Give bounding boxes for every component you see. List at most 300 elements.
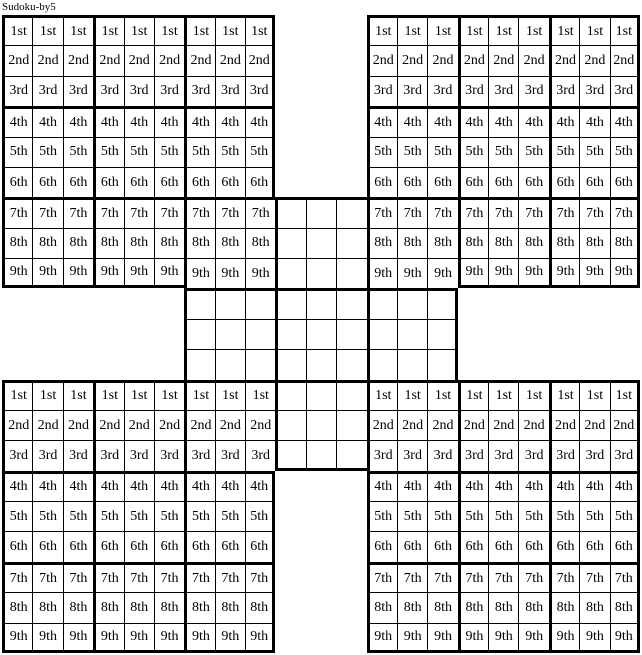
sudoku-cell: 7th <box>579 197 609 227</box>
sudoku-cell: 3rd <box>579 76 609 106</box>
sudoku-cell: 9th <box>154 258 184 288</box>
sudoku-cell: 2nd <box>579 410 609 440</box>
sudoku-cell <box>306 319 336 349</box>
sudoku-cell: 7th <box>124 197 154 227</box>
sudoku-cell: 2nd <box>63 410 93 440</box>
sudoku-cell: 6th <box>32 531 62 561</box>
sudoku-cell: 6th <box>124 531 154 561</box>
sudoku-cell: 3rd <box>427 440 457 470</box>
sudoku-cell: 2nd <box>488 45 518 75</box>
sudoku-cell: 5th <box>215 137 245 167</box>
sudoku-cell: 9th <box>518 623 548 653</box>
sudoku-cell: 9th <box>215 258 245 288</box>
sudoku-cell <box>184 349 214 379</box>
sudoku-cell: 5th <box>397 501 427 531</box>
sudoku-cell: 2nd <box>63 45 93 75</box>
sudoku-cell <box>427 288 457 318</box>
sudoku-cell: 8th <box>610 592 640 622</box>
sudoku-cell: 6th <box>245 167 275 197</box>
sudoku-cell: 7th <box>549 197 579 227</box>
sudoku-cell: 1st <box>458 15 488 45</box>
sudoku-cell: 7th <box>427 197 457 227</box>
sudoku-cell: 6th <box>427 167 457 197</box>
sudoku-cell: 1st <box>488 380 518 410</box>
sudoku-cell: 3rd <box>488 76 518 106</box>
sudoku-cell: 2nd <box>397 45 427 75</box>
sudoku-cell: 2nd <box>184 45 214 75</box>
sudoku-cell: 6th <box>154 167 184 197</box>
sudoku-cell: 6th <box>458 167 488 197</box>
sudoku-cell: 4th <box>245 106 275 136</box>
sudoku-cell: 3rd <box>488 440 518 470</box>
sudoku-cell: 1st <box>215 380 245 410</box>
sudoku-cell: 7th <box>245 562 275 592</box>
sudoku-cell: 6th <box>154 531 184 561</box>
sudoku-cell: 4th <box>63 471 93 501</box>
sudoku-cell <box>336 319 366 349</box>
sudoku-cell: 2nd <box>518 410 548 440</box>
sudoku-cell: 2nd <box>124 45 154 75</box>
sudoku-cell: 8th <box>124 228 154 258</box>
sudoku-cell: 3rd <box>63 440 93 470</box>
sudoku-cell: 8th <box>610 228 640 258</box>
sudoku-cell: 5th <box>215 501 245 531</box>
sudoku-cell: 4th <box>32 106 62 136</box>
sudoku-cell: 8th <box>579 228 609 258</box>
sudoku-cell: 6th <box>215 531 245 561</box>
sudoku-cell: 8th <box>367 592 397 622</box>
sudoku-cell: 9th <box>610 258 640 288</box>
sudoku-cell <box>306 440 336 470</box>
sudoku-cell: 6th <box>579 167 609 197</box>
sudoku-cell: 9th <box>579 623 609 653</box>
sudoku-cell: 3rd <box>154 440 184 470</box>
sudoku-cell: 8th <box>518 228 548 258</box>
sudoku-cell: 5th <box>579 501 609 531</box>
sudoku-cell: 9th <box>63 258 93 288</box>
sudoku-cell: 7th <box>610 562 640 592</box>
sudoku-cell: 1st <box>2 15 32 45</box>
sudoku-cell: 1st <box>124 380 154 410</box>
sudoku-cell: 4th <box>549 471 579 501</box>
sudoku-cell: 8th <box>427 228 457 258</box>
sudoku-cell: 4th <box>245 471 275 501</box>
sudoku-cell: 4th <box>610 106 640 136</box>
sudoku-cell: 5th <box>184 137 214 167</box>
sudoku-cell: 8th <box>458 228 488 258</box>
sudoku-cell: 1st <box>518 15 548 45</box>
sudoku-cell: 4th <box>63 106 93 136</box>
sudoku-cell: 3rd <box>518 440 548 470</box>
sudoku-cell: 6th <box>184 531 214 561</box>
sudoku-cell: 4th <box>367 106 397 136</box>
sudoku-cell: 1st <box>215 15 245 45</box>
sudoku-cell: 6th <box>63 167 93 197</box>
sudoku-cell: 1st <box>63 15 93 45</box>
sudoku-cell: 9th <box>154 623 184 653</box>
sudoku-cell: 8th <box>93 228 123 258</box>
sudoku-cell: 1st <box>184 15 214 45</box>
sudoku-cell: 7th <box>427 562 457 592</box>
sudoku-cell: 2nd <box>549 45 579 75</box>
sudoku-cell <box>184 288 214 318</box>
sudoku-cell: 2nd <box>93 410 123 440</box>
sudoku-cell: 1st <box>184 380 214 410</box>
sudoku-cell: 6th <box>518 167 548 197</box>
sudoku-cell: 6th <box>93 167 123 197</box>
sudoku-cell: 4th <box>32 471 62 501</box>
sudoku-cell <box>275 440 305 470</box>
sudoku-cell: 9th <box>397 623 427 653</box>
sudoku-cell: 4th <box>2 471 32 501</box>
sudoku-cell: 3rd <box>32 440 62 470</box>
sudoku-cell: 9th <box>184 258 214 288</box>
sudoku-cell: 4th <box>458 106 488 136</box>
sudoku-cell: 9th <box>518 258 548 288</box>
sudoku-cell: 4th <box>397 106 427 136</box>
sudoku-cell: 8th <box>93 592 123 622</box>
sudoku-cell: 3rd <box>154 76 184 106</box>
sudoku-cell: 3rd <box>93 76 123 106</box>
sudoku-cell <box>336 197 366 227</box>
sudoku-cell: 6th <box>397 167 427 197</box>
sudoku-cell: 7th <box>397 197 427 227</box>
sudoku-cell: 7th <box>488 562 518 592</box>
sudoku-cell: 8th <box>245 592 275 622</box>
sudoku-cell: 8th <box>488 592 518 622</box>
sudoku-cell: 3rd <box>124 76 154 106</box>
sudoku-cell: 8th <box>367 228 397 258</box>
sudoku-cell: 2nd <box>427 45 457 75</box>
sudoku-cell: 8th <box>397 592 427 622</box>
sudoku-cell: 2nd <box>2 410 32 440</box>
sudoku-cell: 2nd <box>245 45 275 75</box>
sudoku-cell: 4th <box>184 106 214 136</box>
sudoku-cell <box>275 197 305 227</box>
sudoku-cell: 9th <box>488 258 518 288</box>
sudoku-cell: 3rd <box>215 440 245 470</box>
sudoku-cell: 1st <box>32 380 62 410</box>
sudoku-cell: 2nd <box>610 45 640 75</box>
sudoku-cell: 7th <box>154 562 184 592</box>
sudoku-cell: 4th <box>579 471 609 501</box>
sudoku-cell: 5th <box>427 501 457 531</box>
sudoku-cell: 7th <box>397 562 427 592</box>
sudoku-cell: 8th <box>549 592 579 622</box>
sudoku-cell: 1st <box>458 380 488 410</box>
sudoku-cell: 2nd <box>154 45 184 75</box>
sudoku-cell: 5th <box>488 501 518 531</box>
sudoku-cell: 4th <box>124 106 154 136</box>
sudoku-cell: 1st <box>93 380 123 410</box>
sudoku-cell: 6th <box>518 531 548 561</box>
sudoku-cell: 5th <box>367 501 397 531</box>
sudoku-cell: 3rd <box>397 440 427 470</box>
sudoku-cell: 3rd <box>549 440 579 470</box>
sudoku-cell: 2nd <box>32 45 62 75</box>
sudoku-cell: 9th <box>2 258 32 288</box>
sudoku-cell: 7th <box>215 197 245 227</box>
sudoku-cell <box>215 319 245 349</box>
sudoku-cell: 7th <box>184 197 214 227</box>
sudoku-cell <box>397 288 427 318</box>
page-title: Sudoku-by5 <box>2 1 56 13</box>
sudoku-cell: 8th <box>32 228 62 258</box>
sudoku-cell: 5th <box>518 137 548 167</box>
sudoku-cell <box>275 410 305 440</box>
sudoku-cell: 6th <box>610 531 640 561</box>
sudoku-cell: 6th <box>397 531 427 561</box>
sudoku-cell: 3rd <box>549 76 579 106</box>
sudoku-cell: 2nd <box>488 410 518 440</box>
sudoku-cell: 3rd <box>610 440 640 470</box>
sudoku-cell: 5th <box>245 501 275 531</box>
sudoku-cell: 9th <box>427 258 457 288</box>
sudoku-cell: 4th <box>549 106 579 136</box>
sudoku-cell: 1st <box>245 15 275 45</box>
sudoku-cell: 8th <box>518 592 548 622</box>
sudoku-cell: 3rd <box>2 440 32 470</box>
sudoku-cell: 5th <box>549 137 579 167</box>
sudoku-cell: 7th <box>32 197 62 227</box>
sudoku-cell: 4th <box>154 106 184 136</box>
sudoku-cell <box>215 349 245 379</box>
sudoku-cell: 6th <box>215 167 245 197</box>
sudoku-cell: 2nd <box>458 410 488 440</box>
sudoku-cell: 9th <box>124 623 154 653</box>
sudoku-cell: 3rd <box>32 76 62 106</box>
sudoku-cell: 2nd <box>549 410 579 440</box>
sudoku-cell: 5th <box>124 501 154 531</box>
sudoku-cell <box>336 380 366 410</box>
sudoku-cell: 5th <box>32 501 62 531</box>
sudoku-cell: 9th <box>610 623 640 653</box>
sudoku-cell: 8th <box>154 228 184 258</box>
sudoku-cell: 9th <box>579 258 609 288</box>
sudoku-cell: 3rd <box>367 76 397 106</box>
sudoku-cell: 7th <box>2 562 32 592</box>
sudoku-cell: 6th <box>549 167 579 197</box>
sudoku-cell: 6th <box>2 167 32 197</box>
sudoku-cell: 6th <box>367 167 397 197</box>
sudoku-cell: 2nd <box>397 410 427 440</box>
sudoku-cell: 7th <box>610 197 640 227</box>
sudoku-cell: 5th <box>458 501 488 531</box>
sudoku-cell <box>275 288 305 318</box>
sudoku-cell: 2nd <box>124 410 154 440</box>
sudoku-cell: 2nd <box>215 410 245 440</box>
sudoku-cell: 6th <box>93 531 123 561</box>
sudoku-cell: 4th <box>610 471 640 501</box>
sudoku-cell: 2nd <box>215 45 245 75</box>
sudoku-cell: 4th <box>154 471 184 501</box>
sudoku-cell: 7th <box>367 197 397 227</box>
sudoku-cell <box>336 258 366 288</box>
sudoku-cell: 5th <box>63 137 93 167</box>
sudoku-cell: 7th <box>458 197 488 227</box>
sudoku-cell: 3rd <box>367 440 397 470</box>
sudoku-cell: 8th <box>215 228 245 258</box>
sudoku-cell: 4th <box>427 471 457 501</box>
sudoku-cell: 1st <box>367 15 397 45</box>
sudoku-cell: 1st <box>245 380 275 410</box>
sudoku-cell <box>306 288 336 318</box>
sudoku-cell: 6th <box>549 531 579 561</box>
sudoku-cell <box>397 349 427 379</box>
sudoku-cell: 2nd <box>2 45 32 75</box>
sudoku-cell <box>336 440 366 470</box>
sudoku-cell: 9th <box>367 258 397 288</box>
sudoku-cell: 3rd <box>63 76 93 106</box>
sudoku-cell: 3rd <box>397 76 427 106</box>
sudoku-cell <box>336 228 366 258</box>
sudoku-cell: 9th <box>93 258 123 288</box>
sudoku-cell: 1st <box>549 15 579 45</box>
sudoku-cell <box>336 349 366 379</box>
sudoku-cell: 7th <box>32 562 62 592</box>
sudoku-cell: 8th <box>184 592 214 622</box>
sudoku-cell: 3rd <box>93 440 123 470</box>
sudoku-cell: 4th <box>427 106 457 136</box>
sudoku-cell: 4th <box>93 471 123 501</box>
sudoku-cell: 1st <box>427 380 457 410</box>
sudoku-cell: 8th <box>427 592 457 622</box>
sudoku-cell: 7th <box>2 197 32 227</box>
sudoku-cell: 7th <box>458 562 488 592</box>
sudoku-cell: 1st <box>154 15 184 45</box>
sudoku-cell: 9th <box>32 623 62 653</box>
sudoku-cell: 5th <box>32 137 62 167</box>
sudoku-cell <box>306 380 336 410</box>
sudoku-cell: 7th <box>154 197 184 227</box>
sudoku-cell: 9th <box>184 623 214 653</box>
sudoku-cell: 5th <box>124 137 154 167</box>
sudoku-cell <box>275 228 305 258</box>
sudoku-cell: 8th <box>2 228 32 258</box>
sudoku-cell: 2nd <box>579 45 609 75</box>
sudoku-cell: 3rd <box>245 76 275 106</box>
sudoku-cell: 5th <box>63 501 93 531</box>
sudoku-cell: 4th <box>488 106 518 136</box>
sudoku-board <box>2 15 640 653</box>
sudoku-cell: 2nd <box>184 410 214 440</box>
sudoku-cell: 6th <box>184 167 214 197</box>
sudoku-cell: 5th <box>488 137 518 167</box>
sudoku-cell: 4th <box>215 471 245 501</box>
sudoku-cell: 9th <box>427 623 457 653</box>
sudoku-cell <box>275 319 305 349</box>
sudoku-cell: 3rd <box>124 440 154 470</box>
sudoku-cell: 6th <box>245 531 275 561</box>
sudoku-cell: 1st <box>397 15 427 45</box>
sudoku-cell <box>367 349 397 379</box>
sudoku-cell: 6th <box>458 531 488 561</box>
sudoku-cell: 8th <box>184 228 214 258</box>
sudoku-cell: 8th <box>397 228 427 258</box>
sudoku-cell: 5th <box>610 137 640 167</box>
sudoku-cell: 7th <box>63 197 93 227</box>
sudoku-cell: 5th <box>154 501 184 531</box>
sudoku-cell: 1st <box>2 380 32 410</box>
sudoku-cell: 9th <box>458 623 488 653</box>
sudoku-cell: 6th <box>2 531 32 561</box>
sudoku-cell: 7th <box>93 197 123 227</box>
sudoku-cell: 1st <box>124 15 154 45</box>
sudoku-cell: 3rd <box>518 76 548 106</box>
sudoku-cell: 8th <box>124 592 154 622</box>
sudoku-cell: 7th <box>518 562 548 592</box>
sudoku-cell <box>306 228 336 258</box>
sudoku-cell <box>397 319 427 349</box>
sudoku-cell: 5th <box>579 137 609 167</box>
sudoku-cell <box>306 410 336 440</box>
sudoku-cell <box>306 197 336 227</box>
sudoku-cell: 3rd <box>458 76 488 106</box>
sudoku-cell: 6th <box>488 531 518 561</box>
sudoku-cell: 7th <box>245 197 275 227</box>
sudoku-cell <box>306 349 336 379</box>
sudoku-cell: 7th <box>184 562 214 592</box>
sudoku-cell: 6th <box>427 531 457 561</box>
sudoku-cell: 2nd <box>610 410 640 440</box>
sudoku-cell: 2nd <box>93 45 123 75</box>
sudoku-cell: 2nd <box>154 410 184 440</box>
sudoku-cell: 7th <box>63 562 93 592</box>
sudoku-cell: 5th <box>549 501 579 531</box>
sudoku-cell: 2nd <box>458 45 488 75</box>
sudoku-cell <box>275 258 305 288</box>
sudoku-cell: 5th <box>2 137 32 167</box>
sudoku-cell: 2nd <box>245 410 275 440</box>
sudoku-cell: 1st <box>610 380 640 410</box>
sudoku-cell: 9th <box>367 623 397 653</box>
sudoku-cell: 3rd <box>184 440 214 470</box>
sudoku-cell <box>275 349 305 379</box>
sudoku-cell: 9th <box>458 258 488 288</box>
sudoku-cell: 2nd <box>32 410 62 440</box>
sudoku-cell: 4th <box>124 471 154 501</box>
sudoku-cell: 4th <box>397 471 427 501</box>
sudoku-cell: 1st <box>579 380 609 410</box>
sudoku-cell: 8th <box>154 592 184 622</box>
sudoku-cell: 1st <box>549 380 579 410</box>
sudoku-cell: 8th <box>63 228 93 258</box>
sudoku-cell: 7th <box>488 197 518 227</box>
sudoku-cell: 9th <box>549 623 579 653</box>
sudoku-cell: 8th <box>63 592 93 622</box>
sudoku-cell: 6th <box>488 167 518 197</box>
sudoku-cell: 2nd <box>518 45 548 75</box>
sudoku-cell: 9th <box>93 623 123 653</box>
sudoku-cell: 5th <box>427 137 457 167</box>
sudoku-cell: 1st <box>518 380 548 410</box>
sudoku-cell <box>245 349 275 379</box>
sudoku-cell: 9th <box>63 623 93 653</box>
sudoku-cell: 9th <box>397 258 427 288</box>
sudoku-cell: 8th <box>215 592 245 622</box>
sudoku-cell: 1st <box>93 15 123 45</box>
sudoku-cell: 5th <box>458 137 488 167</box>
sudoku-cell: 4th <box>367 471 397 501</box>
sudoku-cell: 2nd <box>427 410 457 440</box>
sudoku-cell: 3rd <box>579 440 609 470</box>
sudoku-cell: 1st <box>32 15 62 45</box>
sudoku-cell: 5th <box>2 501 32 531</box>
sudoku-cell: 9th <box>32 258 62 288</box>
sudoku-cell: 7th <box>93 562 123 592</box>
sudoku-cell: 7th <box>367 562 397 592</box>
sudoku-cell: 9th <box>2 623 32 653</box>
